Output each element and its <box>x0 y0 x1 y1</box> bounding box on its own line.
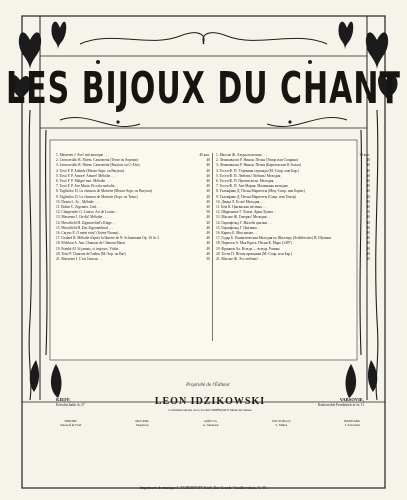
toc-entry-title: 13. Massenet J. On dit! Mélodie . . . <box>56 215 108 220</box>
toc-entry-price: 40 <box>206 236 210 241</box>
toc-entry-price: 40 <box>366 241 370 246</box>
toc-entry-title: 4. Tosti F. P. Aubade (Mezzo-Sopr. ou Baryton) <box>56 168 125 173</box>
toc-entry-title: 8. Тальяфико Д. Песня Мариэтты (Мец.-Сопр. или Барит.) <box>216 189 306 194</box>
toc-entry-price: 40 <box>206 189 210 194</box>
toc-entry-title: 19. Франкен Ал. Всегда — всегда. Романс <box>216 246 280 251</box>
toc-entry-price: 40 <box>206 215 210 220</box>
city-right-address: Krakowskie Przedmieście № 11 <box>317 403 364 407</box>
toc-entry-title: 14. Гиршфельд Г. Жалоба цыгана . . . <box>216 220 273 225</box>
toc-entry-title: 5. Тости Ф. П. Любовь! Любовь! Мелодия <box>216 173 281 178</box>
toc-entry-price: 40 <box>366 220 370 225</box>
toc-entry-title: 17. Godard B. Mélodie d'après la librette de N. Schoumann Op. 10 № 3 <box>56 236 159 241</box>
toc-entry-title: 1. Массне Ж. Ахура восклица . . . <box>216 153 267 157</box>
agent-entry <box>344 419 360 427</box>
toc-entry-price: 40 <box>206 163 210 168</box>
toc-entry-price: 40 <box>366 251 370 256</box>
city-right <box>318 397 364 407</box>
toc-entry-price: 40 <box>206 241 210 246</box>
agent-name: A. Johansen <box>202 423 219 427</box>
page-title: LES BIJOUX DU CHANT <box>6 64 401 115</box>
agent-name: Jurgenson <box>135 423 149 427</box>
toc-entry-title: 18. Pérlikon A. Am. Chanson de Clément Marot <box>56 241 126 246</box>
agent-entry <box>272 419 290 427</box>
toc-entry-title: 17. Годар Б. Романтическая Мелодия по Шиллеру (Schillersche) Н. Шумана <box>216 236 331 241</box>
city-left-name: KIEFF, <box>56 397 71 402</box>
toc-entry-title: 9. Тальяфико Д. Песня Мариэтты (Сопр. или Тенор) <box>216 194 296 199</box>
toc-entry-price: 40 <box>366 168 370 173</box>
toc-entry-price: 40 <box>366 158 370 163</box>
toc-entry-title: 14. Hirschfeld H. Zigeunerlied's Klage . . <box>56 220 116 225</box>
toc-entry-price: 40 <box>366 246 370 251</box>
toc-entry-price: 40 <box>206 194 210 199</box>
toc-entry-price: 40 <box>206 205 210 210</box>
agent-entry <box>60 419 81 427</box>
toc-entry-title: 9. Tagliafico D. La chanson de Mariette (Sopr. ou Tenor) <box>56 194 138 199</box>
toc-entry-price: 40 <box>206 225 210 230</box>
toc-entry-price: 30 <box>366 257 370 262</box>
toc-entry-title: 3. Леонкавалло Р. Нинон. Песня (Баритон или К-Альто) <box>216 163 302 168</box>
agent-city: ТИФЛИС <box>64 419 78 423</box>
publisher-subtitle: Commissionnaire de la Société IMPÉRIALE Musicale Russe <box>168 408 252 412</box>
toc-column-french <box>56 153 210 262</box>
toc-entry-price: 40 <box>366 173 370 178</box>
toc-entry-title: 15. Гиршфельд Г. Цыганка . . . <box>216 225 263 230</box>
toc-entry-price: 40 <box>206 220 210 225</box>
agent-city: ОДЕССА <box>204 419 217 423</box>
toc-entry-price: 40 <box>366 236 370 241</box>
toc-entry-title: 8. Tagliafico D. La chanson de Mariette (Mezzo-Sopr. ou Baryton) <box>56 189 152 194</box>
toc-entry-price: 40 <box>206 184 210 189</box>
toc-entry-price: 40 <box>366 231 370 236</box>
toc-entry-price: 40 <box>366 215 370 220</box>
toc-entry-title: 20. Тости П. Песня прощанья (М.-Сопр. или Бар.) <box>216 251 293 256</box>
toc-entry-title: 6. Tosti F. P. Malgré moi. Mélodie . . . <box>56 179 111 184</box>
toc-entry-title: 13. Массне Ж. Говорят! Мелодия . . . <box>216 215 272 220</box>
agent-city: ВАРШАВА <box>344 419 360 423</box>
toc-entry-title: 12. Шарпантье Г. Луиза. Ария Луизы . . <box>216 210 277 215</box>
city-left-address: Kreschtchatik № 27 <box>56 403 85 407</box>
agent-city: РОСТОВ н/Д <box>272 419 291 423</box>
toc-entry-title: 10. Denza L. Si... Mélodie . . . <box>56 199 100 204</box>
toc-entry-title: 11. Бем К. Цыганская песенка . . . <box>216 205 268 210</box>
column-divider <box>212 153 213 341</box>
toc-entry-price: 40 <box>366 184 370 189</box>
toc-entry-title: 7. Тости Ф. П. Аве Мария. Маленькая мелодия <box>216 184 288 189</box>
toc-entry-title: 21. Массне Ж. Это любовь! . . . <box>216 257 264 262</box>
toc-entry-price: 40 <box>366 194 370 199</box>
toc-entry-price: 40 <box>206 251 210 256</box>
toc-column-russian <box>216 153 370 262</box>
propriete-note: Propriété de l'Éditeur <box>186 383 230 388</box>
printer-note: Imprimerie de musique L. TCHERNOFF Kieff, Rue Grande-Vassilkovskaia, № 50. <box>140 486 267 490</box>
toc-entry-title: 6. Тости Ф. П. Против воли. Мелодия . . <box>216 179 277 184</box>
toc-entry-title: 2. Leoncavallo R. Nitem. Canzonetta (Tenor ou Soprano) <box>56 158 139 163</box>
toc-entry-title: 16. Карюс Е. Моя милая . . . <box>216 231 259 236</box>
toc-entry-title: 5. Tosti F. P. Amore! Amore! Mélodie . . . <box>56 173 116 178</box>
agent-name: L. Mütze <box>275 423 288 427</box>
toc-entry-price: 40 <box>206 158 210 163</box>
toc-entry-title: 4. Тости Ф. П. Утренняя серенада (М.-Сопр. или Бар.) <box>216 168 299 173</box>
toc-entry-title: 1. Massenet J. Ave! mit amorque . . . <box>56 153 109 157</box>
toc-entry-price: 40 <box>366 199 370 204</box>
toc-entry-title: 2. Леонкавалло Р. Нинон. Песня (Тенор или Сопрано) <box>216 158 299 163</box>
toc-entry-price: 50 <box>206 210 210 215</box>
toc-entry-price: 40 <box>206 199 210 204</box>
agent-entry <box>135 419 149 427</box>
toc-entry-price: 40 <box>206 173 210 178</box>
toc-entry-price: 40 <box>206 168 210 173</box>
toc-entry-price: 40 коп. <box>199 153 210 157</box>
agent-city: МОСКВА <box>135 419 149 423</box>
city-right-name: VARSOVIE, <box>339 397 364 402</box>
toc-entry-price: 30 <box>206 257 210 262</box>
agent-entry <box>203 419 219 427</box>
toc-entry-title: 18. Перилен А. Моя Краса. Песня К. Маро (1497) <box>216 241 292 246</box>
toc-entry-title: 19. Franké Al. Si jamais, si toujours. Violin <box>56 246 119 251</box>
toc-entry-price: 40 <box>206 246 210 251</box>
agent-name: J. Zawadzki <box>344 423 360 427</box>
toc-entry-price: 40 <box>366 225 370 230</box>
toc-entry-title: 10. Денца Л. Если! Мелодия . . . <box>216 199 265 204</box>
toc-entry-price: 50 <box>366 210 370 215</box>
toc-entry <box>56 257 210 262</box>
toc-entry-price: 40 <box>206 179 210 184</box>
toc-entry-price: 40 <box>366 163 370 168</box>
toc-entry-price: 40 <box>206 231 210 236</box>
toc-entry-title: 20. Tosti P. Chanson de l'adieu (M.-Sop. ou Bar) <box>56 251 126 256</box>
toc-entry <box>216 257 370 262</box>
agents-list <box>60 419 360 427</box>
agent-name: Sokoloff & Wolf <box>60 423 82 427</box>
toc-entry-title: 7. Tosti F. P. Ave Maria. Piccola melodia . . <box>56 184 118 189</box>
toc-entry-price: 40 <box>366 189 370 194</box>
toc-entry-price: 30 коп. <box>359 153 370 157</box>
publisher-name: LEON IDZIKOWSKI <box>154 396 266 407</box>
toc-entry-title: 15. Hirschfeld H. Das Zigeunerkind . . . <box>56 225 114 230</box>
table-of-contents <box>56 153 372 341</box>
toc-entry-title: 12. Charpentier G. Louise. Air de Louise . . <box>56 210 119 215</box>
toc-entry-title: 21. Massenet J. C'est l'amour . . . <box>56 257 104 262</box>
toc-entry-price: 40 <box>366 205 370 210</box>
toc-entry-price: 40 <box>366 179 370 184</box>
toc-entry-title: 3. Leoncavallo R. Nitem. Canzonetta (Baryton ou C-Alto) <box>56 163 140 168</box>
toc-entry-title: 11. Bohm C. Zigeuner. Lied . . . <box>56 205 102 210</box>
toc-entry-title: 16. Caryus E. O mein seist! (Scène Norma) . . <box>56 231 122 236</box>
